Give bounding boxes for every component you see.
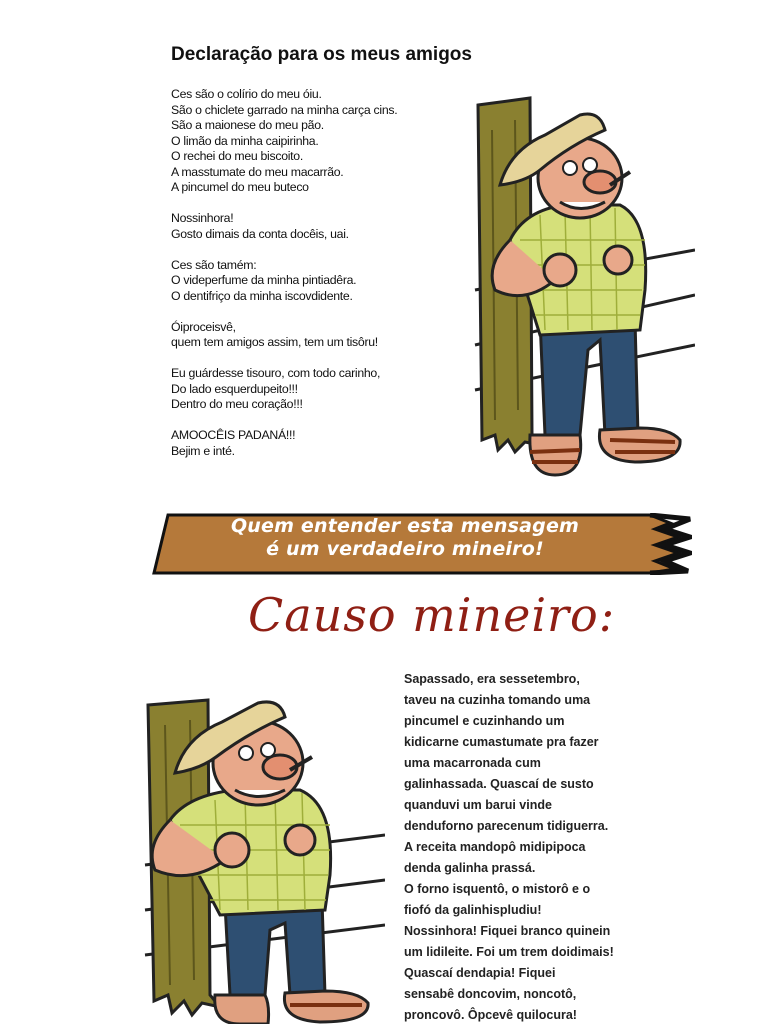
poem-stanza (171, 87, 471, 196)
poem-line: Eu guárdesse tisouro, com todo carinho, (171, 366, 381, 380)
declaracao-title: Declaração para os meus amigos (171, 44, 472, 65)
poem-line: quem tem amigos assim, tem um tisôru! (171, 335, 378, 349)
poem-line: Óiproceisvê, (171, 319, 236, 334)
causo-story (404, 669, 704, 1026)
farmer-illustration-bottom (140, 695, 385, 1024)
poem-line: O videperfume da minha pintiadêra. (171, 273, 357, 287)
story-line: Sapassado, era sessetembro, (404, 672, 580, 686)
poem-stanza (171, 428, 471, 459)
poem-line: Bejim e inté. (171, 443, 235, 458)
story-line: Quascaí dendapia! Fiquei (404, 966, 556, 980)
story-line: A receita mandopô midipipoca (404, 840, 586, 854)
poem-line: Nossinhora! (171, 211, 234, 225)
poem-line: São o chiclete garrado na minha carça cins. (171, 102, 398, 117)
poem-line: AMOOCÊIS PADANÁ!!! (171, 428, 296, 442)
poem-line: O dentifriço da minha iscovdidente. (171, 288, 353, 303)
poem-line: Gosto dimais da conta docêis, uai. (171, 226, 349, 241)
story-line: uma macarronada cum (404, 756, 541, 770)
story-line: denda galinha prassá. (404, 861, 536, 875)
banner-line-2: é um verdadeiro mineiro! (266, 538, 544, 560)
poem-line: Do lado esquerdupeito!!! (171, 381, 298, 396)
poem-stanza (171, 258, 471, 305)
poem-line: Ces são o colírio do meu óiu. (171, 87, 322, 101)
poem-stanza (171, 366, 471, 413)
poem-line: Dentro do meu coração!!! (171, 397, 303, 411)
causo-title: Causo mineiro: (248, 588, 616, 642)
poem-stanza (171, 211, 471, 242)
poem-line: O rechei do meu biscoito. (171, 149, 303, 163)
poem-line: O limão da minha caipirinha. (171, 133, 319, 148)
story-line: galinhassada. Quascaí de susto (404, 777, 594, 791)
story-line: denduforno parecenum tidiguerra. (404, 819, 609, 833)
poem-line: A pincumel do meu buteco (171, 180, 309, 194)
story-line: kidicarne cumastumate pra fazer (404, 735, 599, 749)
poem-line: A masstumate do meu macarrão. (171, 164, 344, 179)
story-line: taveu na cuzinha tomando uma (404, 693, 591, 707)
story-line: proncovô. Ôpcevê quilocura! (404, 1008, 577, 1022)
banner-line-1: Quem entender esta mensagem (230, 515, 580, 537)
declaracao-poem (171, 87, 471, 475)
banner-text (185, 515, 625, 561)
story-line: um lidileite. Foi um trem doidimais! (404, 945, 614, 959)
poem-line: São a maionese do meu pão. (171, 118, 324, 132)
poem-stanza (171, 320, 471, 351)
story-line: quanduvi um barui vinde (404, 798, 552, 812)
story-line: Nossinhora! Fiquei branco quinein (404, 924, 611, 938)
poem-line: Ces são tamém: (171, 257, 257, 272)
story-line: pincumel e cuzinhando um (404, 714, 565, 728)
story-line: O forno isquentô, o mistorô e o (404, 882, 591, 896)
farmer-illustration-top (470, 90, 695, 495)
story-line: fiofó da galinhispludiu! (404, 903, 542, 917)
story-line: sensabê doncovim, noncotô, (404, 987, 577, 1001)
